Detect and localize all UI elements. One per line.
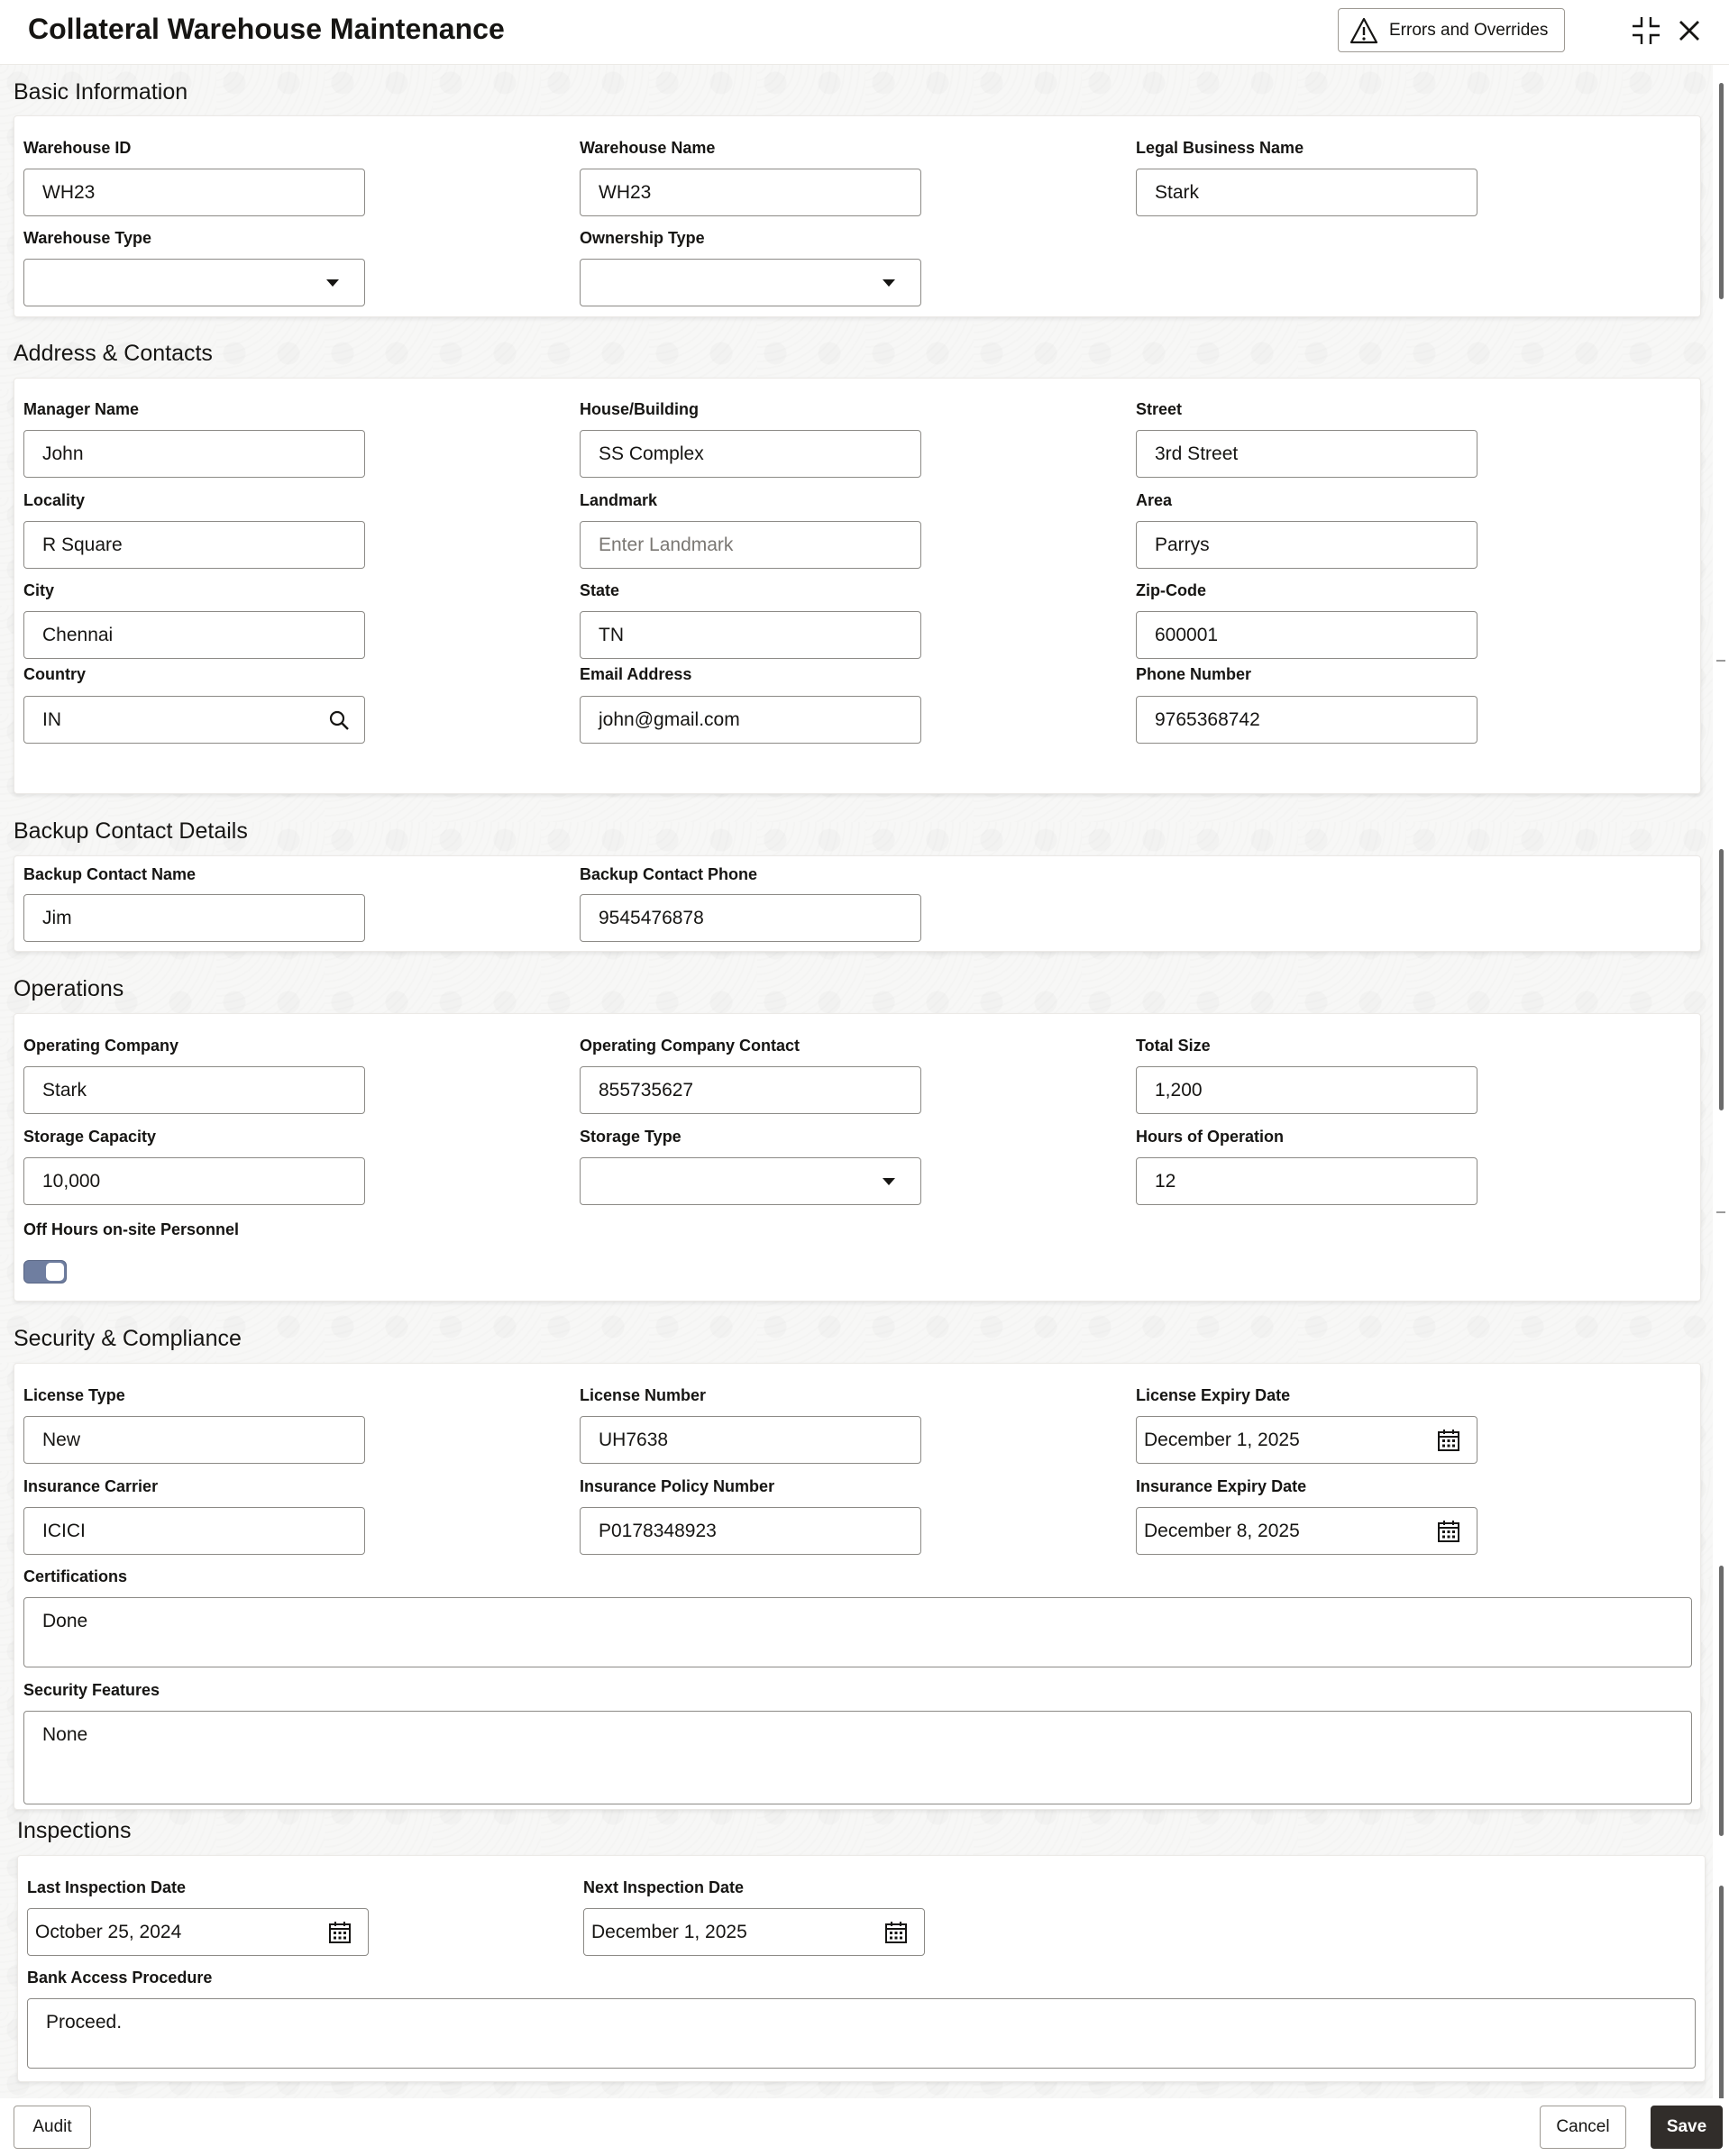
operating-company-input[interactable]: Stark	[23, 1066, 365, 1114]
insurance-policy-number-label: Insurance Policy Number	[580, 1477, 775, 1495]
city-label: City	[23, 581, 55, 599]
warehouse-name-label: Warehouse Name	[580, 139, 716, 157]
close-icon[interactable]	[1671, 13, 1707, 49]
country-label: Country	[23, 665, 86, 683]
backup-contact-phone-input[interactable]: 9545476878	[580, 894, 921, 942]
house-building-label: House/Building	[580, 400, 699, 418]
warehouse-id-input[interactable]: WH23	[23, 169, 365, 216]
section-title-operations: Operations	[14, 976, 124, 1001]
chevron-down-icon	[326, 279, 339, 287]
storage-type-label: Storage Type	[580, 1128, 682, 1146]
warning-icon	[1349, 17, 1378, 44]
scrollbar[interactable]	[1713, 65, 1729, 2113]
insurance-expiry-date-value: December 8, 2025	[1144, 1520, 1300, 1541]
section-title-backup-contact-details: Backup Contact Details	[14, 818, 248, 844]
legal-business-name-label: Legal Business Name	[1136, 139, 1304, 157]
last-inspection-date-value: October 25, 2024	[35, 1921, 182, 1942]
state-input[interactable]: TN	[580, 611, 921, 659]
house-building-input[interactable]: SS Complex	[580, 430, 921, 478]
email-address-label: Email Address	[580, 665, 692, 683]
phone-number-input[interactable]: 9765368742	[1136, 696, 1477, 744]
hours-of-operation-input[interactable]: 12	[1136, 1157, 1477, 1205]
operating-company-contact-input[interactable]: 855735627	[580, 1066, 921, 1114]
save-button[interactable]: Save	[1651, 2106, 1723, 2149]
scrollbar-marker	[1716, 660, 1725, 662]
warehouse-type-label: Warehouse Type	[23, 229, 152, 247]
last-inspection-date-label: Last Inspection Date	[27, 1878, 187, 1896]
audit-button[interactable]: Audit	[14, 2106, 91, 2149]
section-title-address-contacts: Address & Contacts	[14, 341, 213, 366]
scrollbar-marker	[1716, 1211, 1725, 1213]
landmark-input[interactable]: Enter Landmark	[580, 521, 921, 569]
insurance-expiry-date-input[interactable]	[1136, 1507, 1477, 1555]
hours-of-operation-label: Hours of Operation	[1136, 1128, 1285, 1146]
zip-code-input[interactable]: 600001	[1136, 611, 1477, 659]
operating-company-contact-label: Operating Company Contact	[580, 1037, 800, 1055]
bank-access-procedure-label: Bank Access Procedure	[27, 1969, 213, 1987]
calendar-icon[interactable]	[1437, 1520, 1460, 1543]
scrollbar-thumb[interactable]	[1719, 1566, 1724, 1836]
toggle-knob	[46, 1263, 64, 1281]
street-input[interactable]: 3rd Street	[1136, 430, 1477, 478]
warehouse-type-select[interactable]	[23, 259, 365, 306]
manager-name-label: Manager Name	[23, 400, 140, 418]
street-label: Street	[1136, 400, 1183, 418]
operating-company-label: Operating Company	[23, 1037, 179, 1055]
warehouse-id-label: Warehouse ID	[23, 139, 132, 157]
calendar-icon[interactable]	[1437, 1429, 1460, 1452]
chevron-down-icon	[883, 279, 895, 287]
backup-contact-name-label: Backup Contact Name	[23, 865, 197, 883]
country-value: IN	[42, 708, 61, 730]
search-icon[interactable]	[328, 709, 350, 731]
calendar-icon[interactable]	[328, 1921, 352, 1944]
minimize-icon[interactable]	[1628, 13, 1664, 49]
warehouse-name-input[interactable]: WH23	[580, 169, 921, 216]
section-title-security-compliance: Security & Compliance	[14, 1326, 242, 1351]
last-inspection-date-input[interactable]	[27, 1908, 369, 1956]
cancel-button[interactable]: Cancel	[1540, 2106, 1626, 2149]
landmark-label: Landmark	[580, 491, 658, 509]
ownership-type-select[interactable]	[580, 259, 921, 306]
total-size-input[interactable]: 1,200	[1136, 1066, 1477, 1114]
calendar-icon[interactable]	[884, 1921, 908, 1944]
next-inspection-date-value: December 1, 2025	[591, 1921, 747, 1942]
security-features-label: Security Features	[23, 1681, 160, 1699]
area-label: Area	[1136, 491, 1173, 509]
next-inspection-date-label: Next Inspection Date	[583, 1878, 745, 1896]
license-expiry-date-value: December 1, 2025	[1144, 1429, 1300, 1450]
page-footer	[0, 2098, 1729, 2156]
manager-name-input[interactable]: John	[23, 430, 365, 478]
page-header	[0, 0, 1729, 65]
legal-business-name-input[interactable]: Stark	[1136, 169, 1477, 216]
storage-type-select[interactable]	[580, 1157, 921, 1205]
license-type-input[interactable]: New	[23, 1416, 365, 1464]
license-expiry-date-input[interactable]	[1136, 1416, 1477, 1464]
off-hours-personnel-label: Off Hours on-site Personnel	[23, 1220, 240, 1238]
security-features-textarea[interactable]: None	[23, 1711, 1692, 1804]
license-expiry-date-label: License Expiry Date	[1136, 1386, 1291, 1404]
country-input[interactable]	[23, 696, 365, 744]
errors-and-overrides-label: Errors and Overrides	[1389, 20, 1549, 40]
storage-capacity-input[interactable]: 10,000	[23, 1157, 365, 1205]
page-title: Collateral Warehouse Maintenance	[28, 13, 505, 45]
city-input[interactable]: Chennai	[23, 611, 365, 659]
next-inspection-date-input[interactable]	[583, 1908, 925, 1956]
phone-number-label: Phone Number	[1136, 665, 1252, 683]
insurance-expiry-date-label: Insurance Expiry Date	[1136, 1477, 1307, 1495]
bank-access-procedure-textarea[interactable]: Proceed.	[27, 1998, 1696, 2069]
certifications-textarea[interactable]: Done	[23, 1597, 1692, 1667]
chevron-down-icon	[883, 1178, 895, 1185]
insurance-policy-number-input[interactable]: P0178348923	[580, 1507, 921, 1555]
total-size-label: Total Size	[1136, 1037, 1211, 1055]
certifications-label: Certifications	[23, 1567, 128, 1585]
backup-contact-phone-label: Backup Contact Phone	[580, 865, 758, 883]
insurance-carrier-input[interactable]: ICICI	[23, 1507, 365, 1555]
state-label: State	[580, 581, 620, 599]
email-address-input[interactable]: john@gmail.com	[580, 696, 921, 744]
section-title-inspections: Inspections	[17, 1818, 132, 1843]
locality-input[interactable]: R Square	[23, 521, 365, 569]
ownership-type-label: Ownership Type	[580, 229, 705, 247]
license-number-label: License Number	[580, 1386, 707, 1404]
backup-contact-name-input[interactable]: Jim	[23, 894, 365, 942]
errors-and-overrides-button[interactable]	[1338, 8, 1565, 52]
zip-code-label: Zip-Code	[1136, 581, 1206, 599]
off-hours-personnel-toggle[interactable]	[23, 1260, 67, 1284]
scrollbar-thumb[interactable]	[1719, 83, 1724, 299]
license-number-input[interactable]: UH7638	[580, 1416, 921, 1464]
license-type-label: License Type	[23, 1386, 125, 1404]
storage-capacity-label: Storage Capacity	[23, 1128, 157, 1146]
scrollbar-thumb[interactable]	[1719, 849, 1724, 1110]
locality-label: Locality	[23, 491, 86, 509]
insurance-carrier-label: Insurance Carrier	[23, 1477, 159, 1495]
section-title-basic-information: Basic Information	[14, 79, 188, 105]
area-input[interactable]: Parrys	[1136, 521, 1477, 569]
